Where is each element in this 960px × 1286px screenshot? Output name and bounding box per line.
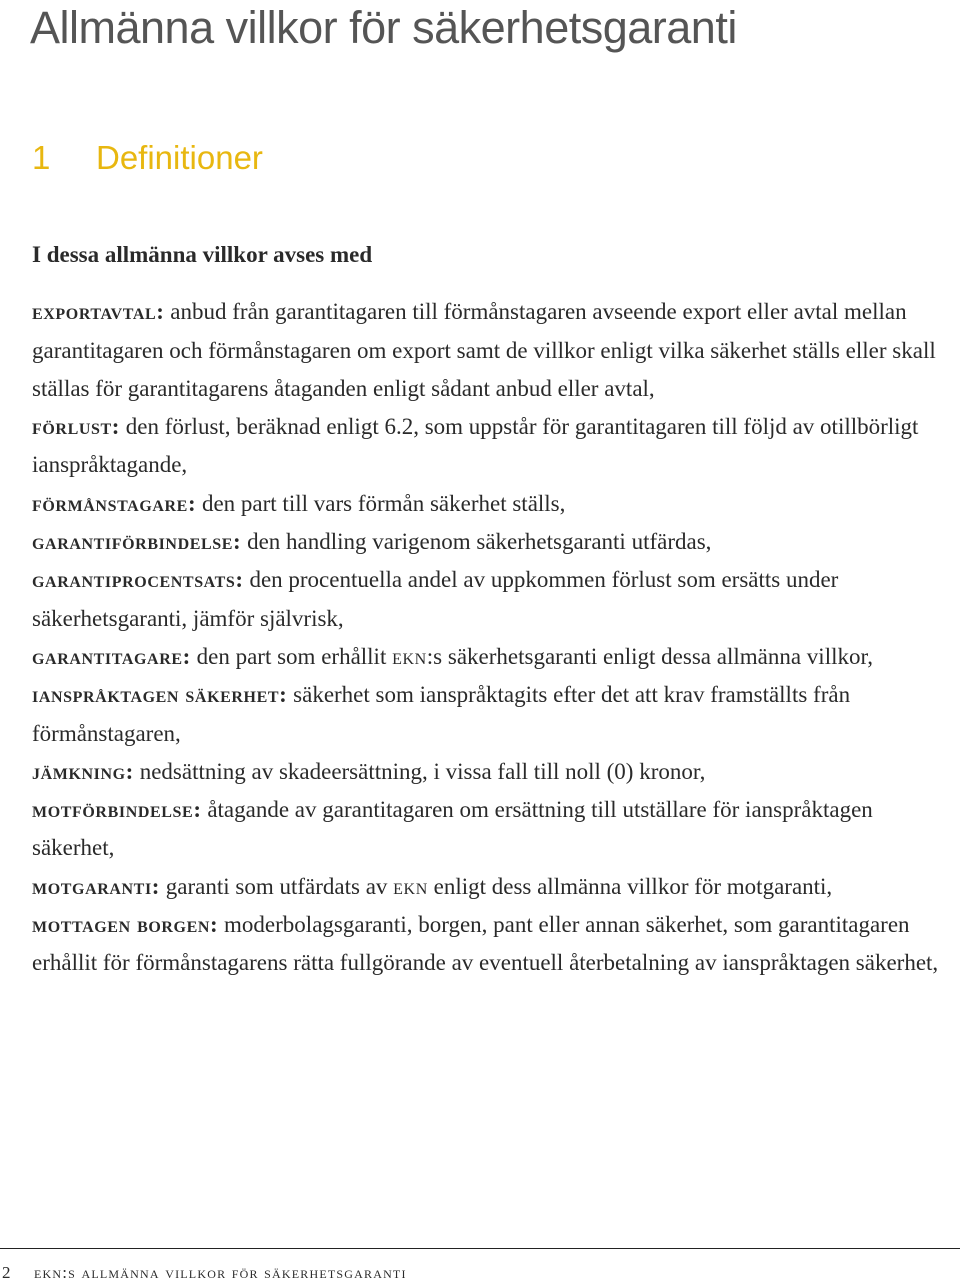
page-number: 2 [2, 1263, 11, 1282]
definition-term: förlust: [32, 414, 121, 440]
definition-term: ianspråktagen säkerhet: [32, 682, 288, 708]
definition-item [32, 791, 958, 868]
definition-item [32, 868, 958, 906]
definition-text: den part som erhållit [190, 643, 393, 669]
definition-term: exportavtal: [32, 299, 165, 325]
definition-item [32, 753, 958, 791]
page-footer [0, 1262, 407, 1284]
definition-item [32, 485, 958, 523]
definition-item [32, 293, 958, 408]
definition-term: garantiförbindelse: [32, 529, 242, 555]
definition-text: garanti som utfärdats av [160, 873, 394, 899]
definition-text: den förlust, beräknad enligt 6.2, som uppstår för garantitagaren till följd av otillbörligt ianspråktagande, [32, 414, 919, 478]
definition-term: garantiprocentsats: [32, 567, 244, 593]
definition-term: jämkning: [32, 758, 134, 784]
definition-text: anbud från garantitagaren till förmånstagaren avseende export eller avtal mellan garantitagaren och förmånstagaren om export samt de villkor enligt vilka säkerhet ställs eller skall ställas för garantitagarens åtaganden enligt sådant anbud eller avtal, [32, 299, 936, 401]
abbreviation-ekn: ekn [392, 643, 427, 669]
definition-text: den handling varigenom säkerhetsgaranti utfärdas, [241, 529, 712, 555]
definition-text: moderbolagsgaranti, borgen, pant eller annan säkerhet, som garantitagaren erhållit för förmånstagarens rätta fullgörande av eventuell återbetalning av ianspråktagen säkerhet, [32, 912, 939, 976]
intro-text: I dessa allmänna villkor avses med [32, 242, 373, 267]
definition-item [32, 561, 958, 638]
section-number: 1 [32, 139, 51, 176]
running-head: ekn:s allmänna villkor för säkerhetsgaranti [34, 1263, 407, 1282]
definition-text: nedsättning av skadeersättning, i vissa fall till noll (0) kronor, [133, 758, 706, 784]
definition-text: åtagande av garantitagaren om ersättning till utställare för ianspråktagen säkerhet, [32, 797, 873, 861]
definition-term: garantitagare: [32, 643, 191, 669]
section-title: Definitioner [96, 139, 263, 176]
section-heading [32, 138, 263, 178]
definition-text: :s säkerhetsgaranti enligt dessa allmänna villkor, [426, 643, 873, 669]
abbreviation-ekn: ekn [393, 873, 428, 899]
definition-item [32, 523, 958, 561]
definition-text: enligt dess allmänna villkor för motgaranti, [427, 873, 833, 899]
definition-item [32, 408, 958, 485]
definition-term: motgaranti: [32, 873, 161, 899]
definition-term: förmånstagare: [32, 490, 197, 516]
definition-text: den procentuella andel av uppkommen förlust som ersätts under säkerhetsgaranti, jämför självrisk, [32, 567, 839, 631]
definition-item [32, 638, 958, 676]
definition-item [32, 676, 958, 753]
definition-item [32, 906, 958, 983]
page-title: Allmänna villkor för säkerhetsgaranti [30, 2, 737, 53]
definition-text: den part till vars förmån säkerhet ställs, [196, 490, 566, 516]
definition-term: motförbindelse: [32, 797, 202, 823]
footer-divider [0, 1248, 960, 1249]
definition-text: säkerhet som ianspråktagits efter det att krav framställts från förmånstagaren, [32, 682, 851, 746]
definition-term: mottagen borgen: [32, 912, 219, 938]
definitions-body [32, 236, 958, 983]
